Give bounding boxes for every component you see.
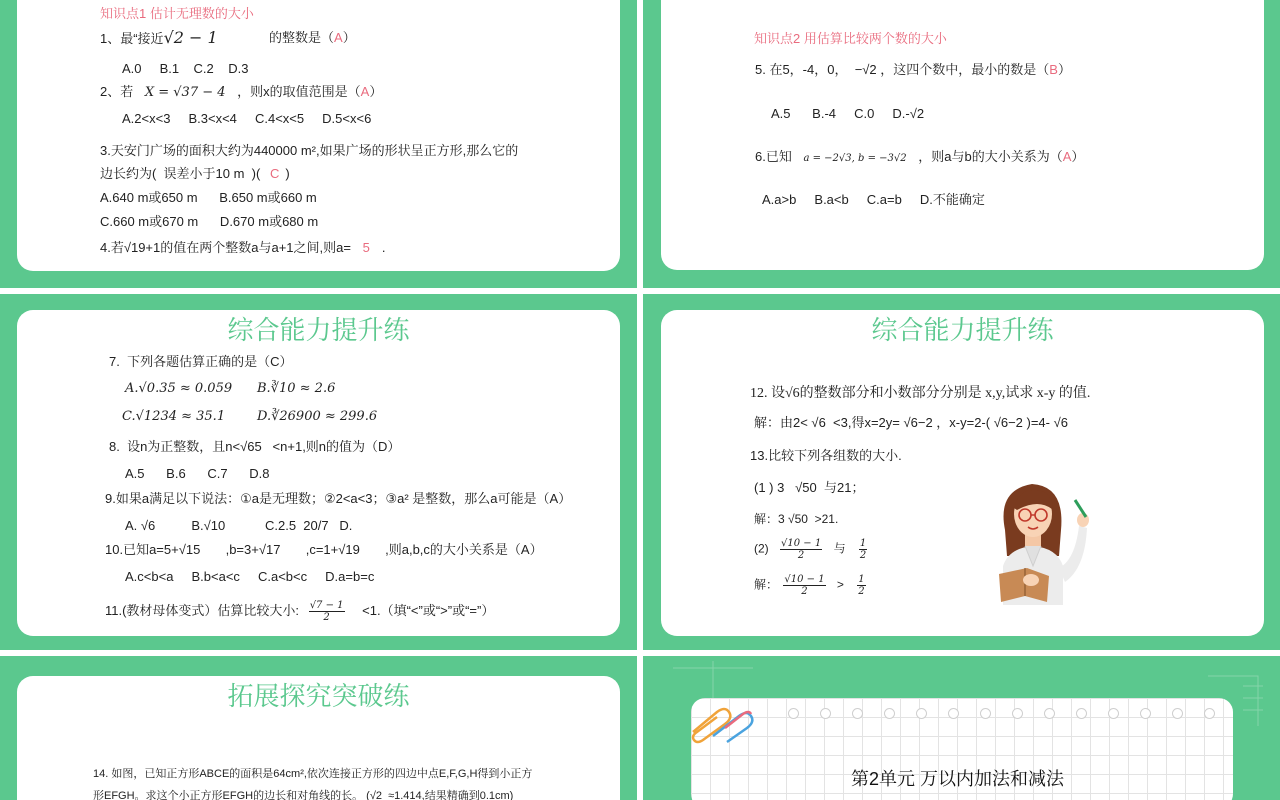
binder-ring bbox=[916, 708, 927, 719]
slide-thumbnail-5[interactable] bbox=[0, 656, 637, 800]
question-text: ） bbox=[369, 84, 383, 99]
slide-thumbnail-3[interactable] bbox=[0, 294, 637, 650]
answer-12: 解：由2< √6 <3,得x=2y= √6−2 ，x-y=2-( √6−2 )=4- √6 bbox=[754, 415, 1068, 430]
binder-ring bbox=[980, 708, 991, 719]
answer-text: A bbox=[1062, 149, 1072, 164]
question-6-options: A.a>b B.a<b C.a=b D.不能确定 bbox=[762, 192, 985, 207]
binder-ring bbox=[1044, 708, 1055, 719]
paperclip-icon bbox=[687, 702, 757, 746]
question-1 bbox=[100, 30, 218, 47]
question-text: 11.(教材母体变式）估算比较大小: bbox=[105, 602, 300, 618]
slide-thumbnail-6[interactable] bbox=[643, 656, 1280, 800]
question-text: ） bbox=[342, 30, 356, 45]
binder-ring bbox=[820, 708, 831, 719]
question-13-part-1: (1 ) 3 √50 与21； bbox=[754, 480, 865, 495]
slide-thumbnail-1[interactable] bbox=[0, 0, 637, 288]
question-text: ，则x的取值范围是（ bbox=[237, 84, 361, 99]
question-13-part-2 bbox=[754, 538, 867, 561]
question-10: 10.已知a=5+√15 ,b=3+√17 ,c=1+√19 ,则a,b,c的大小关系是（A） bbox=[105, 542, 543, 557]
fraction bbox=[780, 538, 822, 561]
question-1-options: A.0 B.1 C.2 D.3 bbox=[122, 61, 249, 76]
question-text: 的整数是（ bbox=[269, 30, 335, 45]
slide-thumbnail-4[interactable] bbox=[643, 294, 1280, 650]
question-8: 8. 设n为正整数，且n<√65 <n+1,则n的值为（D） bbox=[109, 439, 401, 454]
binder-ring bbox=[1172, 708, 1183, 719]
unit-title: 第2单元 万以内加法和减法 bbox=[851, 769, 1065, 789]
question-7: 7. 下列各题估算正确的是（C） bbox=[109, 354, 293, 369]
binder-ring bbox=[1204, 708, 1215, 719]
fraction-numerator: √10 − 1 bbox=[781, 538, 822, 549]
fraction-denominator: 2 bbox=[858, 586, 865, 597]
question-14-line-2: 形EFGH。求这个小正方形EFGH的边长和对角线的长。 (√2 ≈1.414,结果精确到0.1cm) bbox=[93, 790, 514, 800]
question-text: ） bbox=[1057, 62, 1071, 77]
question-7-option-a: A.√0.35 ≈ 0.059 bbox=[125, 381, 233, 396]
question-9: 9.如果a满足以下说法：①a是无理数；②2<a<3；③a² 是整数，那么a可能是（A） bbox=[105, 491, 572, 506]
fraction bbox=[857, 574, 865, 597]
question-text: ，则a与b的大小关系为（ bbox=[918, 149, 1063, 164]
question-text: ） bbox=[1071, 149, 1085, 164]
fraction-numerator: 1 bbox=[859, 538, 867, 549]
question-1-tail bbox=[269, 30, 356, 46]
question-5 bbox=[755, 62, 1071, 78]
slide-card bbox=[17, 676, 620, 800]
binder-ring bbox=[1108, 708, 1119, 719]
binder-ring bbox=[788, 708, 799, 719]
question-6 bbox=[755, 149, 1084, 167]
question-3-line-2 bbox=[100, 166, 290, 182]
question-4 bbox=[100, 240, 385, 256]
question-9-options: A. √6 B.√10 C.2.5 20/7 D. bbox=[125, 518, 353, 533]
answer-text: B bbox=[1049, 62, 1058, 77]
fraction-numerator: √10 − 1 bbox=[784, 574, 825, 585]
question-text: (2) bbox=[754, 541, 769, 556]
slide-card bbox=[661, 310, 1264, 636]
fraction-denominator: 2 bbox=[797, 550, 805, 561]
question-text: 5. 在5，-4，0， −√2 ，这四个数中，最小的数是（ bbox=[755, 62, 1050, 77]
knowledge-point-heading: 知识点1 估计无理数的大小 bbox=[100, 6, 254, 21]
question-text: 边长约为( 误差小于10 m )( bbox=[100, 166, 261, 181]
knowledge-point-heading: 知识点2 用估算比较两个数的大小 bbox=[754, 31, 947, 46]
question-3-options-ab: A.640 m或650 m B.650 m或660 m bbox=[100, 190, 317, 205]
answer-text: C bbox=[269, 166, 280, 181]
question-text: 解： bbox=[754, 577, 779, 592]
fraction bbox=[859, 538, 867, 561]
question-text: <1.（填“<”或“>”或“=”） bbox=[362, 602, 495, 618]
binder-ring bbox=[884, 708, 895, 719]
question-text: 6.已知 bbox=[755, 149, 792, 164]
fraction-denominator: 2 bbox=[801, 586, 808, 597]
binder-ring bbox=[948, 708, 959, 719]
fraction-numerator: √7 − 1 bbox=[309, 600, 344, 611]
answer-13-part-1: 解：3 √50 >21. bbox=[754, 512, 839, 526]
question-7-option-b: B.∛10 ≈ 2.6 bbox=[257, 381, 336, 396]
binder-ring bbox=[1140, 708, 1151, 719]
answer-13-part-2 bbox=[754, 574, 866, 597]
question-14-line-1: 14. 如图，已知正方形ABCE的面积是64cm²,依次连接正方形的四边中点E,F,G,H得到小正方 bbox=[93, 768, 533, 780]
question-7-option-d: D.∛26900 ≈ 299.6 bbox=[257, 409, 378, 424]
math-expression: √2 − 1 bbox=[163, 28, 218, 47]
math-expression: X = √37 − 4 bbox=[144, 85, 226, 100]
teacher-illustration bbox=[987, 470, 1097, 605]
question-8-options: A.5 B.6 C.7 D.8 bbox=[125, 466, 270, 481]
question-12: 12. 设√6的整数部分和小数部分分别是 x,y,试求 x-y 的值. bbox=[750, 386, 1091, 401]
slide-thumbnail-2[interactable] bbox=[643, 0, 1280, 288]
answer-text: A bbox=[360, 84, 370, 99]
question-3-options-cd: C.660 m或670 m D.670 m或680 m bbox=[100, 214, 319, 229]
question-text: ) bbox=[285, 166, 290, 181]
fraction bbox=[783, 574, 825, 597]
answer-text: A bbox=[334, 30, 343, 45]
question-3-line-1: 3.天安门广场的面积大约为440000 m²,如果广场的形状呈正方形,那么它的 bbox=[100, 143, 519, 158]
question-text: 1、最“接近 bbox=[100, 31, 164, 46]
question-2-options: A.2<x<3 B.3<x<4 C.4<x<5 D.5<x<6 bbox=[122, 111, 372, 126]
question-5-options: A.5 B.-4 C.0 D.-√2 bbox=[771, 106, 925, 121]
question-text: > bbox=[836, 577, 844, 592]
section-title: 综合能力提升练 bbox=[227, 315, 410, 345]
binder-ring bbox=[852, 708, 863, 719]
fraction-denominator: 2 bbox=[859, 550, 867, 561]
slide-card bbox=[17, 0, 620, 271]
fraction-numerator: 1 bbox=[858, 574, 865, 585]
binder-ring bbox=[1012, 708, 1023, 719]
question-text: 2、若 bbox=[100, 84, 134, 99]
math-expression: a = −2√3, b = −3√2 bbox=[803, 153, 907, 164]
question-text: 4.若√19+1的值在两个整数a与a+1之间,则a= bbox=[100, 240, 351, 255]
answer-text: 5 bbox=[362, 240, 370, 255]
question-11 bbox=[105, 600, 494, 623]
section-title: 综合能力提升练 bbox=[871, 315, 1054, 345]
slide-card bbox=[17, 310, 620, 636]
slide-card bbox=[661, 0, 1264, 270]
question-10-options: A.c<b<a B.b<a<c C.a<b<c D.a=b=c bbox=[125, 569, 375, 584]
question-2 bbox=[100, 84, 382, 101]
question-7-option-c: C.√1234 ≈ 35.1 bbox=[122, 409, 226, 424]
question-text: . bbox=[381, 240, 386, 255]
section-title: 拓展探究突破练 bbox=[227, 681, 410, 711]
binder-ring bbox=[1076, 708, 1087, 719]
question-text: 与 bbox=[833, 541, 846, 556]
question-13: 13.比较下列各组数的大小. bbox=[750, 448, 902, 463]
fraction bbox=[309, 600, 345, 623]
fraction-denominator: 2 bbox=[323, 612, 330, 623]
